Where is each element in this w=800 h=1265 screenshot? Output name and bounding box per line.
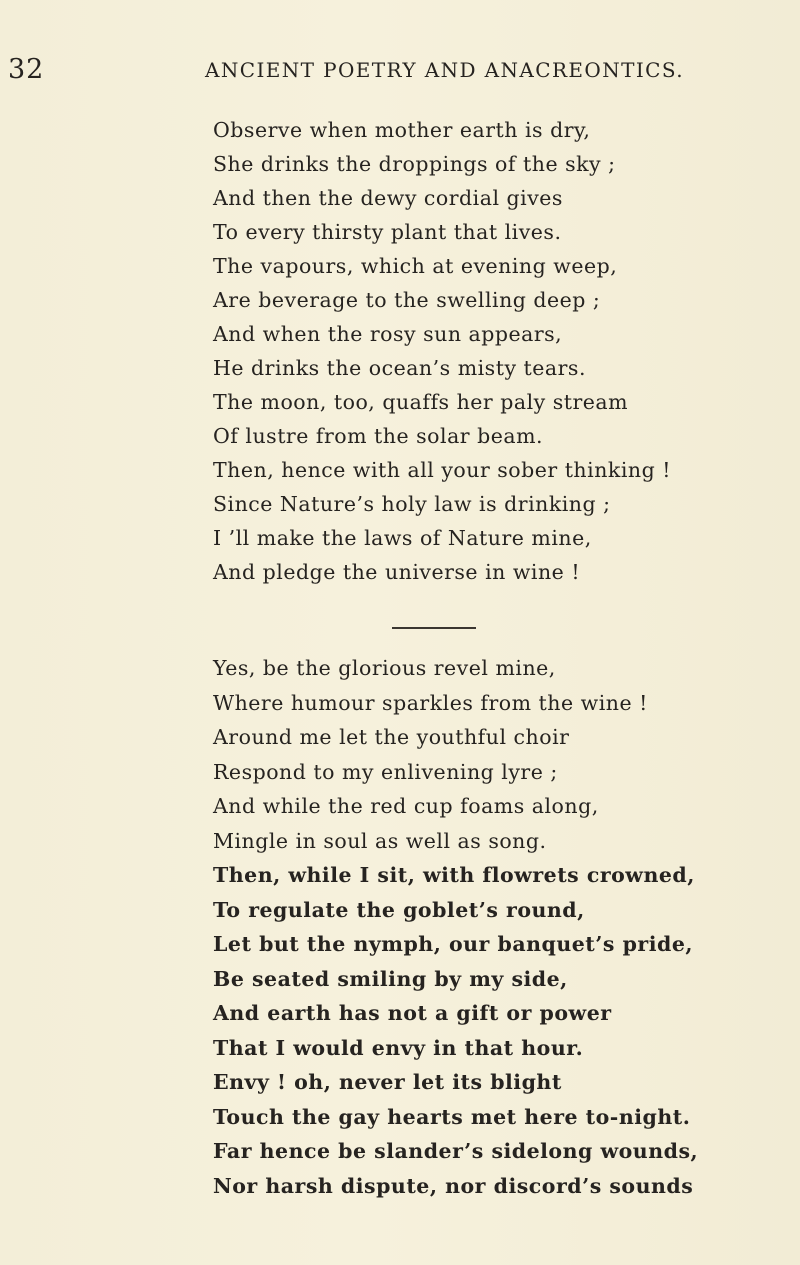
poem-line: She drinks the droppings of the sky ; — [213, 152, 616, 176]
poem-line: Observe when mother earth is dry, — [213, 118, 591, 142]
poem-line: Then, while I sit, with flowrets crowned, — [213, 863, 695, 887]
page-header — [0, 54, 800, 94]
poem-stanza-1 — [213, 113, 671, 589]
poem-line: The vapours, which at evening weep, — [213, 254, 618, 278]
poem-line: To regulate the goblet’s round, — [213, 897, 585, 922]
poem-line: And while the red cup foams along, — [213, 794, 599, 818]
poem-line: I ’ll make the laws of Nature mine, — [213, 526, 592, 550]
poem-line: Are beverage to the swelling deep ; — [213, 288, 601, 312]
poem-line: And when the rosy sun appears, — [213, 322, 563, 346]
poem-line: Let but the nymph, our banquet’s pride, — [213, 932, 694, 956]
section-divider — [392, 627, 476, 629]
poem-line: Then, hence with all your sober thinking ! — [213, 458, 671, 482]
poem-line: Far hence be slander’s sidelong wounds, — [213, 1139, 699, 1163]
page-number: 32 — [8, 54, 45, 85]
poem-line: Touch the gay hearts met here to-night. — [213, 1104, 691, 1129]
poem-line: Of lustre from the solar beam. — [213, 424, 544, 448]
poem-line: And earth has not a gift or power — [213, 1001, 612, 1025]
poem-line: Yes, be the glorious revel mine, — [213, 656, 556, 680]
poem-line: Respond to my enlivening lyre ; — [213, 759, 558, 784]
running-title: ANCIENT POETRY AND ANACREONTICS. — [205, 58, 685, 82]
poem-line: Envy ! oh, never let its blight — [213, 1070, 562, 1094]
poem-line: And then the dewy cordial gives — [213, 186, 563, 210]
poem-line: Be seated smiling by my side, — [213, 966, 568, 991]
poem-line: Nor harsh dispute, nor discord’s sounds — [213, 1173, 694, 1198]
poem-line: Where humour sparkles from the wine ! — [213, 690, 648, 715]
poem-line: He drinks the ocean’s misty tears. — [213, 356, 586, 380]
poem-line: To every thirsty plant that lives. — [213, 220, 562, 244]
poem-line: The moon, too, quaffs her paly stream — [213, 390, 629, 414]
poem-line: Mingle in soul as well as song. — [213, 828, 547, 853]
poem-line: And pledge the universe in wine ! — [213, 560, 581, 584]
poem-line: That I would envy in that hour. — [213, 1035, 584, 1060]
poem-line: Since Nature’s holy law is drinking ; — [213, 492, 611, 516]
poem-stanza-2 — [213, 651, 698, 1203]
poem-line: Around me let the youthful choir — [213, 725, 570, 749]
